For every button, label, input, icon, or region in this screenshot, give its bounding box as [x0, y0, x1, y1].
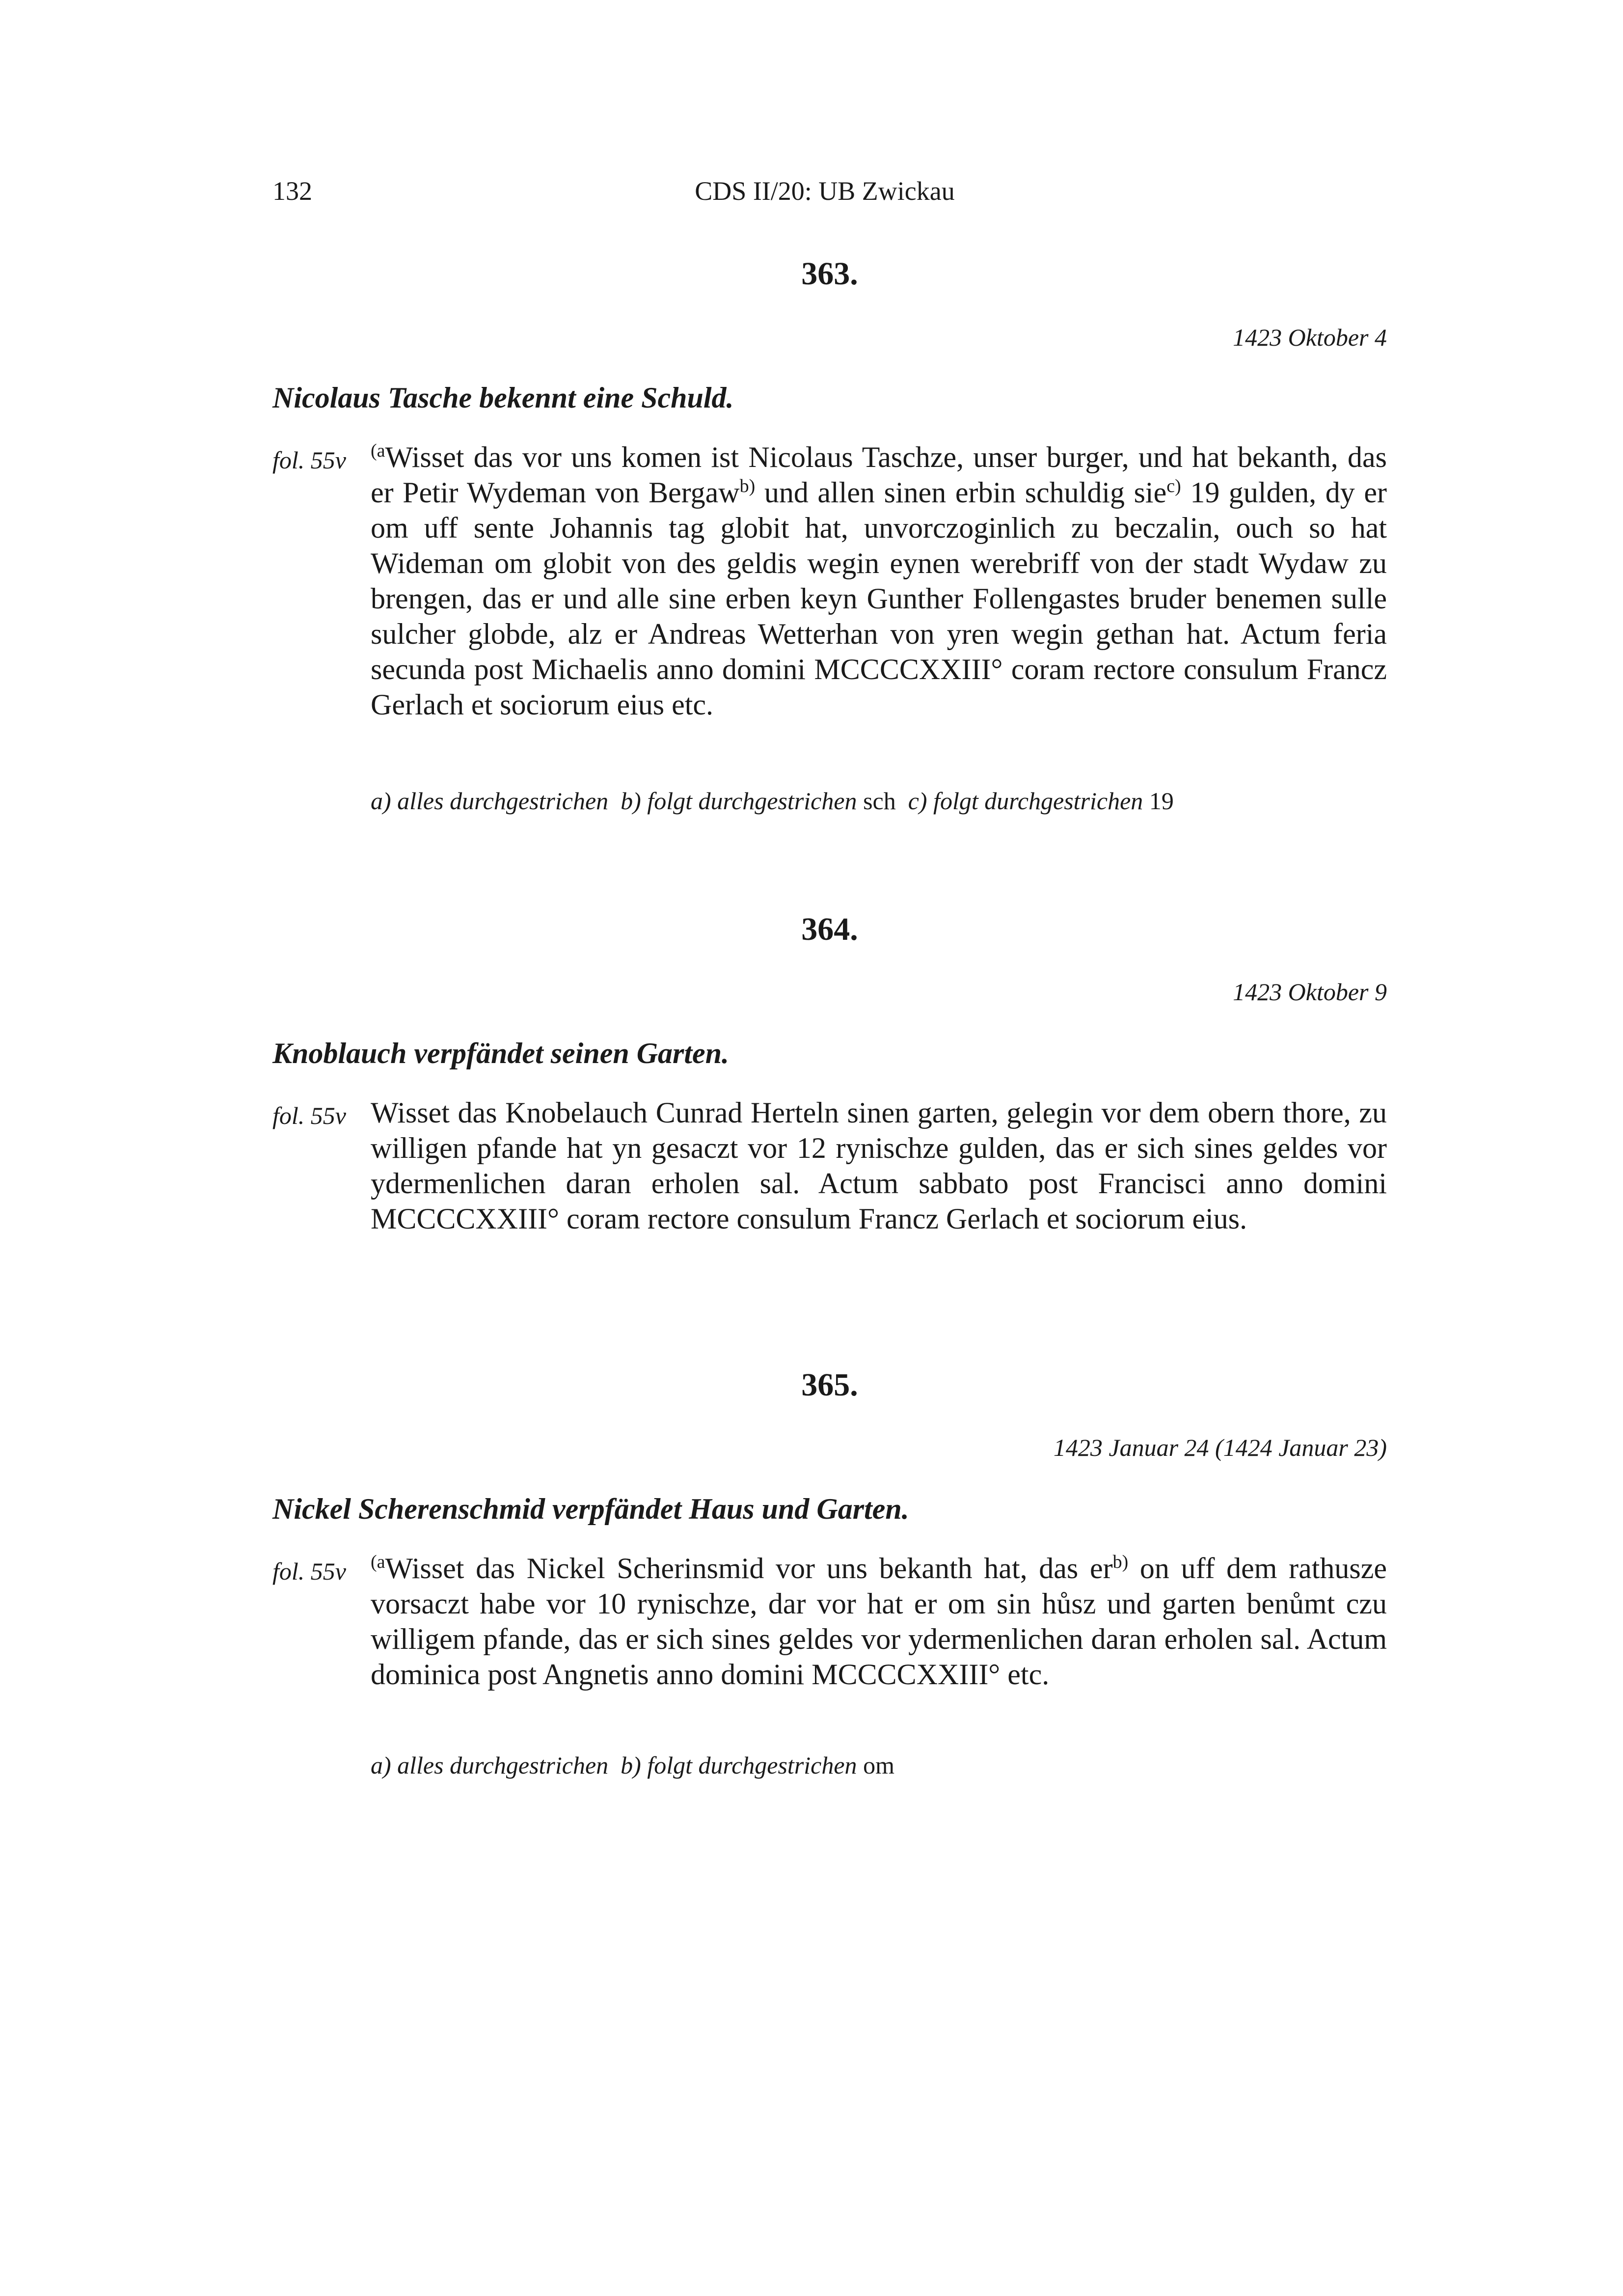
entry-365: [272, 1369, 1387, 1811]
footnote-b-word: om: [863, 1751, 894, 1779]
entry-number: 364.: [801, 911, 858, 947]
text-segment: Wisset das Knobelauch Cunrad Herteln sinen garten, gelegin vor dem obern thore, zu willigen pfande hat yn gesaczt vor 12 rynischze gulden, das er sich sines geldes vor ydermenlichen daran erholen sal. Actum sabbato post Francisci anno domini MCCCCXXIII° coram rectore consulum Francz Gerlach et sociorum eius.: [371, 1096, 1387, 1235]
entry-title: Nickel Scherenschmid verpfändet Haus und Garten.: [272, 1493, 909, 1525]
footnotes: [371, 1753, 894, 1777]
footnote-b-label: b) folgt durchgestrichen: [621, 1751, 857, 1779]
text-segment: 19 gulden, dy er om uff sente Johannis tag globit hat, unvorczoginlich zu beczalin, ouch so hat Wideman om globit von des geldis wegin eynen werebriff von der stadt Wydaw zu brengen, das er und alle sine erben keyn Gunther Follengastes bruder benemen sulle sulcher globde, alz er Andreas Wetterhan von yren wegin gethan hat. Actum feria secunda post Michaelis anno domini MCCCCXXIII° coram rectore consulum Francz Gerlach et sociorum eius etc.: [371, 476, 1387, 721]
footnote-a: a) alles durchgestrichen: [371, 1751, 609, 1779]
folio-reference: fol. 55v: [272, 1102, 346, 1129]
footnote-c-word: 19: [1149, 787, 1174, 815]
entry-title: Knoblauch verpfändet seinen Garten.: [272, 1037, 730, 1069]
entry-date: 1423 Januar 24 (1424 Januar 23): [1053, 1434, 1387, 1461]
footnote-marker: (a: [371, 1552, 385, 1572]
entry-number: 365.: [801, 1367, 858, 1403]
footnote-marker: b): [739, 476, 756, 496]
entry-364: [272, 913, 1387, 1306]
text-segment: Wisset das Nickel Scherinsmid vor uns bekanth hat, das er: [385, 1552, 1113, 1585]
text-segment: und allen sinen erbin schuldig sie: [755, 476, 1167, 509]
entry-date: 1423 Oktober 4: [1233, 324, 1387, 351]
footnotes: [371, 789, 1174, 813]
footnote-c-label: c) folgt durchgestrichen: [908, 787, 1143, 815]
entry-text: [371, 439, 1387, 722]
footnote-b-label: b) folgt durchgestrichen: [621, 787, 857, 815]
entry-date: 1423 Oktober 9: [1233, 978, 1387, 1006]
footnote-marker: c): [1166, 476, 1181, 496]
entry-text: [371, 1551, 1387, 1692]
footnote-b-word: sch: [863, 787, 896, 815]
entry-number: 363.: [801, 256, 858, 292]
folio-reference: fol. 55v: [272, 1558, 346, 1585]
footnote-marker: (a: [371, 440, 385, 461]
footnote-a: a) alles durchgestrichen: [371, 787, 609, 815]
folio-reference: fol. 55v: [272, 446, 346, 474]
entry-title: Nicolaus Tasche bekennt eine Schuld.: [272, 382, 734, 414]
running-head: CDS II/20: UB Zwickau: [695, 176, 955, 206]
page-number: 132: [272, 176, 312, 206]
footnote-marker: b): [1112, 1552, 1129, 1572]
entry-363: [272, 258, 1387, 822]
entry-text: [371, 1095, 1387, 1236]
text-segment: on uff dem rathusze vorsaczt habe vor 10 rynischze, dar vor hat er om sin hůsz und garten benůmt czu willigem pfande, das er sich sines geldes vor ydermenlichen daran erholen sal. Actum dominica post Angnetis anno domini MCCCCXXIII° etc.: [371, 1552, 1387, 1691]
text-segment: Wisset das vor uns komen ist Nicolaus Taschze, unser burger, und hat bekanth, das er Petir Wydeman von Bergaw: [371, 441, 1387, 509]
